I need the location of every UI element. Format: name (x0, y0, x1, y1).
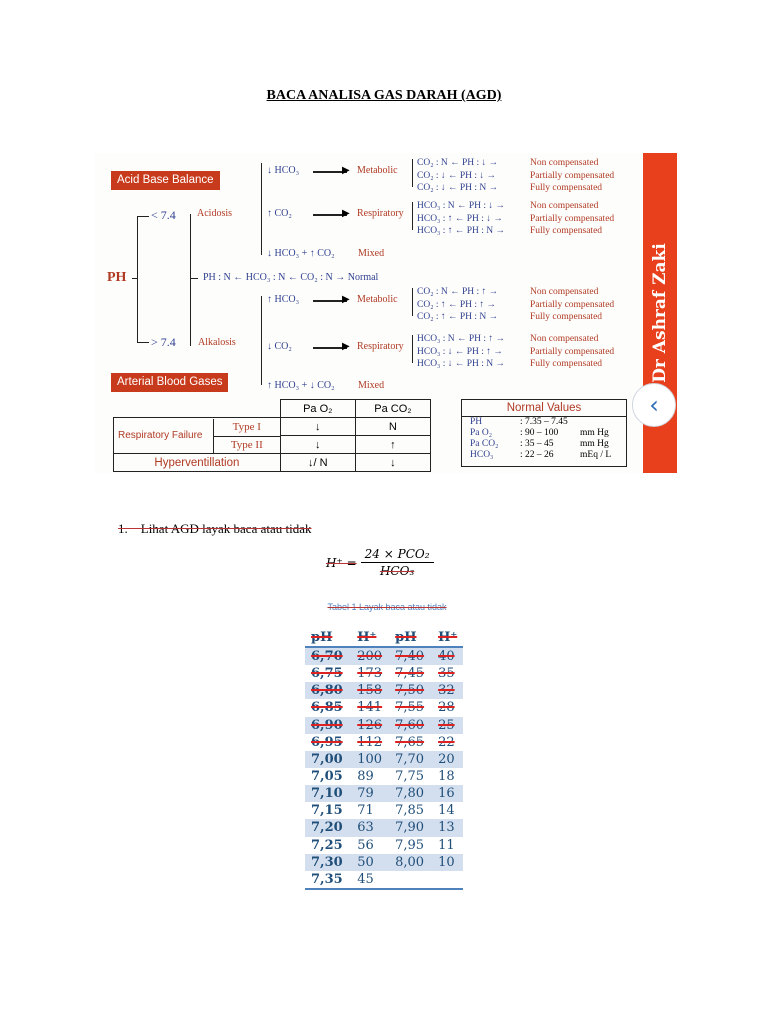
table-body (305, 647, 463, 889)
comp-text: HCO₃ : N ← PH : ↑ → (417, 334, 506, 344)
nv-name: HCO₃ (470, 450, 494, 460)
table-cell: 79 (351, 785, 389, 802)
ph-h-table (305, 628, 463, 890)
table-cell: 7,55 (395, 700, 425, 716)
table-cell: 7,35 (305, 871, 351, 889)
table-row (305, 665, 463, 682)
normal-line: PH : N ← HCO₃ : N ← CO₂ : N → Normal (203, 272, 379, 283)
table-cell: 6,75 (311, 666, 343, 682)
col-header: pH (305, 628, 351, 647)
nv-unit: mEq / L (580, 450, 612, 460)
normal-values-box (461, 399, 627, 467)
nv-value: : 7.35 – 7.45 (520, 417, 568, 427)
table-cell: 173 (357, 666, 383, 682)
comp-text: CO₂ : N ← PH : ↑ → (417, 287, 499, 297)
table-cell: 11 (438, 837, 455, 853)
table-cell: 7,10 (305, 785, 351, 802)
table-cell: 141 (357, 700, 383, 716)
table-cell: 7,25 (311, 837, 343, 853)
table-cell: 6,80 (305, 682, 351, 699)
comp-result: Partially compensated (530, 299, 615, 310)
type1-label: Type I (214, 419, 280, 437)
nv-value: : 90 – 100 (520, 428, 559, 438)
table-row (305, 647, 463, 665)
nv-value: : 35 – 45 (520, 439, 554, 449)
table-cell: 7,00 (305, 751, 351, 768)
table-cell: 28 (438, 700, 455, 716)
normal-values-rows (462, 417, 626, 461)
table-cell: 13 (432, 819, 463, 836)
normal-value-row (462, 417, 626, 428)
table-cell: 45 (351, 871, 389, 889)
col-header: H⁺ (432, 628, 463, 647)
pao2-header: Pa O₂ (280, 400, 355, 418)
bracket-line (190, 214, 191, 346)
table-cell: 7,85 (395, 803, 425, 819)
cause-label: ↑ HCO₃ (267, 294, 300, 305)
hyper-pao2: ↓/ N (280, 454, 355, 472)
table-cell: 20 (432, 751, 463, 768)
table-cell: 63 (351, 819, 389, 836)
table-row (305, 734, 463, 751)
formula-denominator: HCO₃ (379, 564, 415, 578)
comp-result: Partially compensated (530, 170, 615, 181)
comp-text: HCO₃ : ↓ ← PH : ↑ → (417, 346, 503, 357)
table-row (305, 682, 463, 699)
nv-unit: mm Hg (580, 439, 609, 449)
table-row (305, 717, 463, 734)
arrow-head: ▶ (342, 165, 350, 176)
table-cell: 8,00 (389, 854, 432, 871)
table-cell: 50 (351, 854, 389, 871)
paco2-header: Pa CO₂ (355, 400, 430, 418)
table-cell: 7,80 (389, 785, 432, 802)
chevron-left-icon[interactable]: ‹ (632, 383, 676, 427)
table-cell: 7,75 (395, 769, 425, 785)
normal-values-title: Normal Values (462, 400, 626, 417)
bracket-line (412, 335, 413, 363)
table-cell: 56 (357, 837, 374, 853)
table-cell: 6,85 (311, 700, 343, 716)
table-cell: 32 (432, 682, 463, 699)
formula-fraction (361, 547, 434, 578)
table-cell: 22 (438, 734, 455, 750)
table-cell: 7,60 (389, 717, 432, 734)
table-cell: 25 (432, 717, 463, 734)
table-caption: Tabel 1 Layak baca atau tidak (327, 602, 447, 612)
col-header: pH (389, 628, 432, 647)
bracket-line (261, 163, 262, 255)
table-cell: 35 (438, 666, 455, 682)
table-row (305, 699, 463, 716)
step-1: 1. Lihat AGD layak baca atau tidak (118, 521, 312, 536)
comp-text: HCO₃ : ↓ ← PH : N → (417, 359, 506, 369)
ph-label: PH (107, 270, 127, 285)
table-cell: 7,40 (389, 647, 432, 665)
acidosis-label: Acidosis (197, 208, 232, 219)
comp-result: Non compensated (530, 287, 599, 297)
hyper-paco2: ↓ (355, 454, 430, 472)
table-row (305, 819, 463, 836)
h-plus-formula (326, 547, 434, 578)
table-cell: 7,30 (305, 854, 351, 871)
comp-text: HCO₃ : ↑ ← PH : N → (417, 226, 506, 236)
table-cell (389, 871, 432, 889)
table-cell (432, 871, 463, 889)
comp-text: CO₂ : ↑ ← PH : ↑ → (417, 299, 497, 310)
comp-result: Fully compensated (530, 312, 603, 322)
arrow-head: ▶ (342, 294, 350, 305)
type-label: Mixed (358, 380, 385, 391)
table-row (305, 751, 463, 768)
normal-value-row (462, 428, 626, 439)
table-cell: 7,65 (395, 734, 425, 750)
table-cell: 18 (438, 769, 455, 785)
table-cell: 7,90 (389, 819, 432, 836)
type1-paco2: N (355, 418, 430, 436)
type-label: Metabolic (357, 294, 398, 305)
table-cell: 7,70 (389, 751, 432, 768)
alkalosis-label: Alkalosis (198, 337, 236, 348)
comp-text: CO₂ : ↓ ← PH : N → (417, 183, 499, 193)
arrow-head: ▶ (342, 341, 350, 352)
comp-result: Fully compensated (530, 183, 603, 193)
comp-text: HCO₃ : ↑ ← PH : ↓ → (417, 213, 503, 224)
gt-74-label: > 7.4 (151, 335, 176, 349)
bracket-line (137, 342, 149, 343)
comp-result: Non compensated (530, 201, 599, 211)
bracket-line (137, 216, 138, 343)
table-cell: 7,20 (305, 819, 351, 836)
bracket-line (412, 288, 413, 316)
cause-label: ↓ HCO₃ + ↑ CO₂ (267, 248, 335, 259)
comp-result: Fully compensated (530, 359, 603, 369)
table-cell: 89 (357, 769, 374, 785)
table-row (305, 837, 463, 854)
table-cell: 71 (357, 803, 374, 819)
bracket-line (261, 296, 262, 385)
table-cell: 6,95 (311, 734, 343, 750)
table-cell: 14 (438, 803, 455, 819)
acid-base-figure (95, 153, 677, 473)
col-header: H⁺ (351, 628, 389, 647)
table-row (305, 785, 463, 802)
cause-label: ↓ HCO₃ (267, 165, 300, 176)
table-cell: 6,70 (305, 647, 351, 665)
table-cell: 112 (357, 734, 383, 750)
table-cell: 7,50 (389, 682, 432, 699)
nv-unit: mm Hg (580, 428, 609, 438)
type-label: Mixed (358, 248, 385, 259)
resp-failure-label: Respiratory Failure (118, 430, 203, 441)
table-cell: 7,05 (311, 769, 343, 785)
arterial-blood-gases-box: Arterial Blood Gases (111, 373, 228, 392)
table-header-row (305, 628, 463, 647)
bracket-line (412, 202, 413, 230)
type-label: Respiratory (357, 341, 404, 352)
nv-name: Pa CO₂ (470, 439, 499, 449)
table-row (305, 768, 463, 785)
table-cell: 16 (432, 785, 463, 802)
nv-value: : 22 – 26 (520, 450, 554, 460)
type2-paco2: ↑ (355, 436, 430, 454)
table-cell: 7,15 (311, 803, 343, 819)
comp-text: HCO₃ : N ← PH : ↓ → (417, 201, 506, 211)
table-cell: 40 (432, 647, 463, 665)
nv-name: PH (470, 417, 483, 427)
table-cell: 7,45 (395, 666, 425, 682)
comp-result: Fully compensated (530, 226, 603, 236)
comp-text: CO₂ : ↑ ← PH : N → (417, 312, 499, 322)
acid-base-balance-box: Acid Base Balance (111, 171, 220, 190)
hyperventilation-label: Hyperventillation (114, 454, 281, 472)
author-label: Dr Ashraf Zaki (650, 243, 671, 383)
formula-lhs: H⁺ = (326, 555, 357, 570)
arrow-head: ▶ (342, 208, 350, 219)
comp-result: Partially compensated (530, 346, 615, 357)
table-cell: 200 (351, 647, 389, 665)
table-cell: 10 (432, 854, 463, 871)
comp-text: CO₂ : N ← PH : ↓ → (417, 158, 499, 168)
cause-label: ↑ CO₂ (267, 208, 292, 219)
comp-result: Partially compensated (530, 213, 615, 224)
type-label: Respiratory (357, 208, 404, 219)
type1-pao2: ↓ (280, 418, 355, 436)
table-cell: 6,90 (305, 717, 351, 734)
table-cell: 100 (351, 751, 389, 768)
table-cell: 158 (351, 682, 389, 699)
table-row (305, 854, 463, 871)
table-cell: 126 (351, 717, 389, 734)
type-label: Metabolic (357, 165, 398, 176)
table-row (305, 871, 463, 889)
cause-label: ↑ HCO₃ + ↓ CO₂ (267, 380, 335, 391)
resp-failure-table (113, 399, 431, 472)
bracket-line (412, 159, 413, 187)
normal-value-row (462, 439, 626, 450)
comp-result: Non compensated (530, 158, 599, 168)
nv-name: Pa O₂ (470, 428, 493, 438)
type2-pao2: ↓ (280, 436, 355, 454)
comp-text: CO₂ : ↓ ← PH : ↓ → (417, 170, 497, 181)
page-title: BACA ANALISA GAS DARAH (AGD) (266, 88, 502, 103)
table-row (305, 802, 463, 819)
bracket-line (190, 278, 198, 279)
type2-label: Type II (230, 438, 263, 451)
formula-numerator: 24 × PCO₂ (361, 547, 434, 563)
cause-label: ↓ CO₂ (267, 341, 292, 352)
table-cell: 7,95 (395, 837, 425, 853)
lt-74-label: < 7.4 (151, 208, 176, 222)
normal-value-row (462, 450, 626, 461)
comp-result: Non compensated (530, 334, 599, 344)
bracket-line (137, 216, 149, 217)
